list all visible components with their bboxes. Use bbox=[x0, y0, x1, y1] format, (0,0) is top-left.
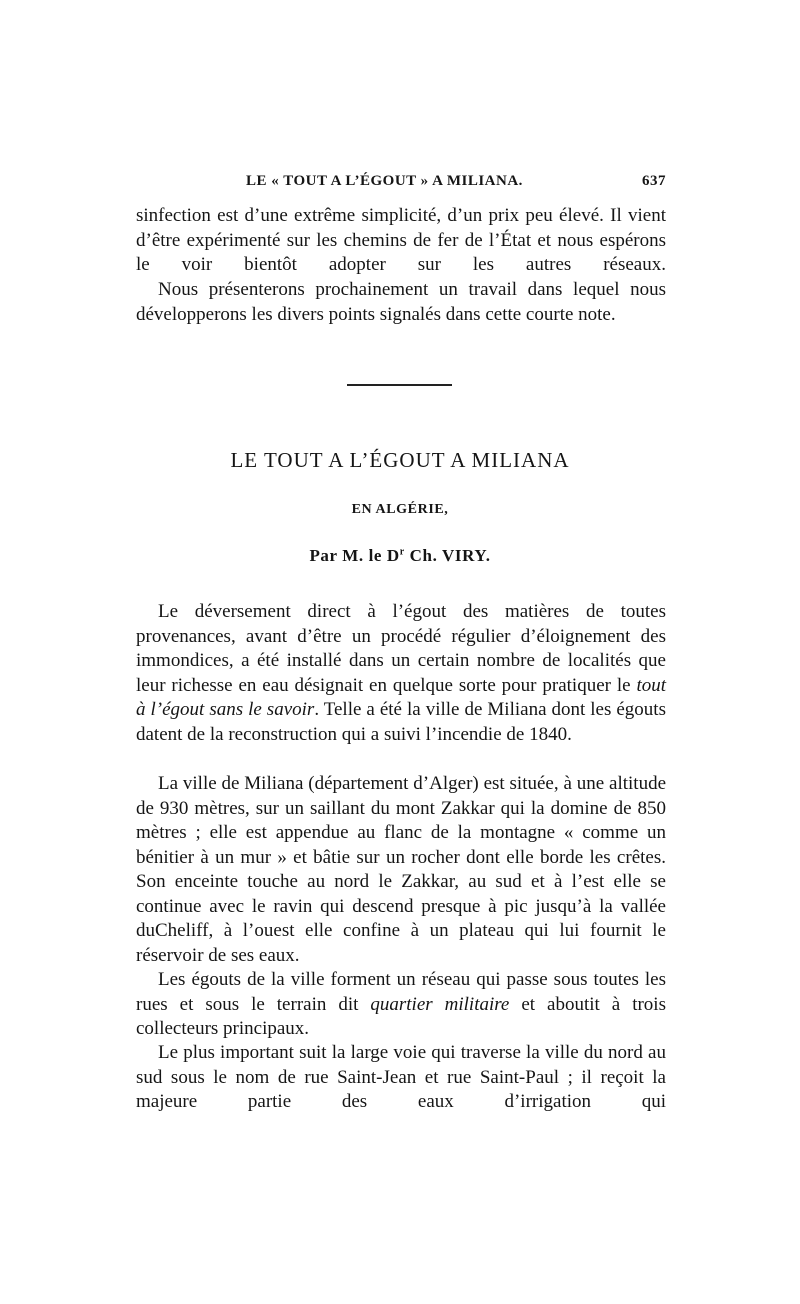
body-paragraph-2: La ville de Miliana (département d’Alger) est située, à une altitude de 930 mètres, sur un saillant du mont Zakkar qui la domine de 850 mètres ; elle est appendue au flanc de la montagne « comme un bénitier à un mur » et bâtie sur un rocher dont elle borde les crêtes. Son enceinte touche au nord le Zakkar, au sud et à l’est elle se continue avec le ravin qui descend presque à pic jusqu’à la vallée duCheliff, à l’ouest elle confine à un plateau qui lui fournit le réservoir de ses eaux. bbox=[136, 773, 666, 966]
running-head-title: LE « TOUT A L’ÉGOUT » A MILIANA. bbox=[246, 173, 523, 189]
body-paragraph-1 bbox=[136, 600, 666, 747]
emphasis-text: tout à l’égout sans le savoir bbox=[136, 674, 666, 720]
body-text: Le déversement direct à l’égout des matières de toutes provenances, avant d’être un procédé régulier d’éloignement des immondices, a été installé dans un certain nombre de localités que leur richesse en eau désignait en quelque sorte pour pratiquer le bbox=[136, 601, 666, 696]
byline-prefix: Par M. le D bbox=[309, 546, 400, 565]
byline-superscript: r bbox=[399, 546, 405, 558]
article-subtitle: EN ALGÉRIE, bbox=[351, 502, 449, 517]
section-divider bbox=[347, 384, 452, 386]
intro-paragraph: Nous présenterons prochainement un travail dans lequel nous développerons les divers points signalés dans cette courte note. bbox=[136, 279, 666, 325]
article-title: LE TOUT A L’ÉGOUT A MILIANA bbox=[230, 448, 570, 472]
intro-paragraph-continued: sinfection est d’une extrême simplicité, d’un prix peu élevé. Il vient d’être expérimenté sur les chemins de fer de l’État et nous espérons le voir bientôt adopter sur les autres réseaux. bbox=[136, 205, 666, 275]
body-text: et aboutit à trois collecteurs principaux. bbox=[136, 993, 666, 1039]
byline-author: Ch. VIRY. bbox=[404, 546, 491, 565]
body-text: . Telle a été la ville de Miliana dont les égouts datent de la reconstruction qui a suivi l’incendie de 1840. bbox=[136, 699, 666, 745]
page-number: 637 bbox=[642, 173, 666, 189]
body-paragraph-4: Le plus important suit la large voie qui traverse la ville du nord au sud sous le nom de rue Saint-Jean et rue Saint-Paul ; il reçoit la majeure partie des eaux d’irrigation qui bbox=[136, 1042, 666, 1112]
article-byline bbox=[0, 546, 800, 566]
emphasis-text: quartier militaire bbox=[370, 993, 510, 1015]
body-text: Les égouts de la ville forment un réseau qui passe sous toutes les rues et sous le terrain dit bbox=[136, 969, 666, 1015]
body-paragraph-3 bbox=[136, 968, 666, 1042]
